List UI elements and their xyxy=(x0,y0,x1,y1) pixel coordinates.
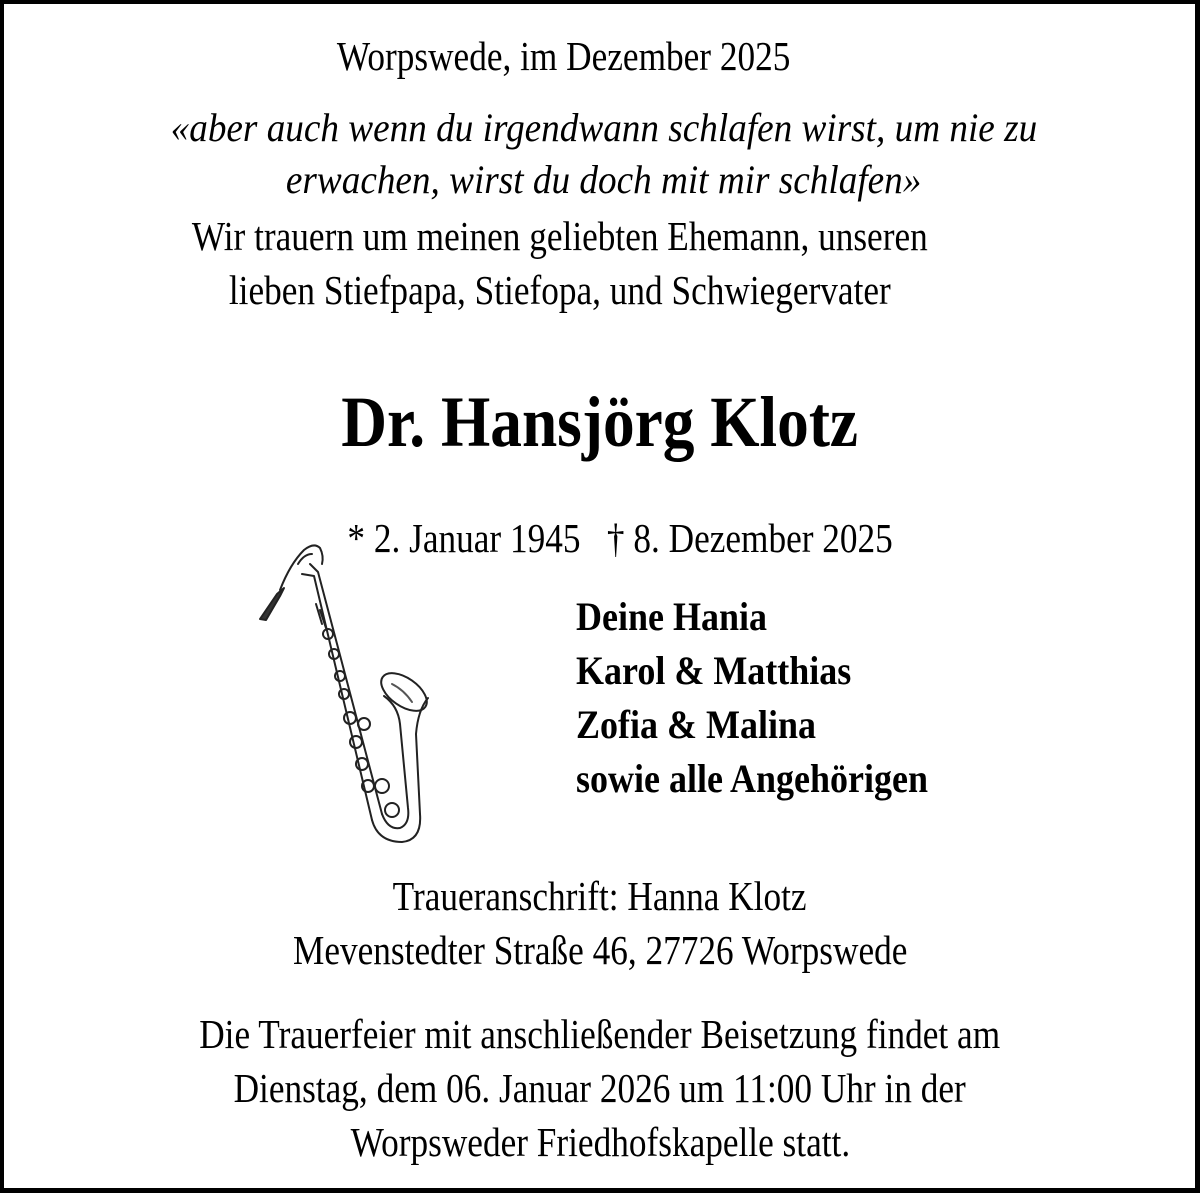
quote-line-1-text: «aber auch wenn du irgendwann schlafen wirst, um nie zu xyxy=(170,105,1038,150)
mourner-line: Karol & Matthias xyxy=(576,648,852,693)
quote-line-2 xyxy=(4,156,1200,204)
address-line-2 xyxy=(0,926,1200,974)
address-line-1 xyxy=(0,872,1200,920)
quote-line-1 xyxy=(4,104,1200,152)
place-date-text: Worpswede, im Dezember 2025 xyxy=(337,33,791,79)
address-line-2-text: Mevenstedter Straße 46, 27726 Worpswede xyxy=(292,927,908,973)
mourner-line: Deine Hania xyxy=(576,594,768,639)
ceremony-line-3-text: Worpsweder Friedhofskapelle statt. xyxy=(350,1119,850,1165)
saxophone-icon xyxy=(232,524,442,864)
intro-line-1 xyxy=(0,212,1160,260)
deceased-name-text: Dr. Hansjörg Klotz xyxy=(341,382,859,462)
mourner-line: Zofia & Malina xyxy=(576,702,817,747)
life-dates-text: * 2. Januar 1945 † 8. Dezember 2025 xyxy=(347,515,894,561)
intro-line-2 xyxy=(0,266,1160,314)
mourners-list xyxy=(576,590,967,806)
intro-line-2-text: lieben Stiefpapa, Stiefopa, und Schwiegervater xyxy=(229,267,891,313)
life-dates xyxy=(0,466,1200,610)
ceremony-line-3 xyxy=(0,1118,1200,1166)
ceremony-line-2 xyxy=(0,1064,1200,1112)
ceremony-line-2-text: Dienstag, dem 06. Januar 2026 um 11:00 Uhr in der xyxy=(233,1065,967,1111)
deceased-name xyxy=(0,382,1200,462)
address-line-1-text: Traueranschrift: Hanna Klotz xyxy=(393,873,807,919)
ceremony-line-1-text: Die Trauerfeier mit anschließender Beisetzung findet am xyxy=(199,1011,1001,1057)
intro-line-1-text: Wir trauern um meinen geliebten Ehemann, unseren xyxy=(192,213,928,259)
quote-line-2-text: erwachen, wirst du doch mit mir schlafen» xyxy=(286,157,922,202)
place-date xyxy=(0,32,1164,80)
mourner-line: sowie alle Angehörigen xyxy=(576,756,928,801)
ceremony-line-1 xyxy=(0,1010,1200,1058)
